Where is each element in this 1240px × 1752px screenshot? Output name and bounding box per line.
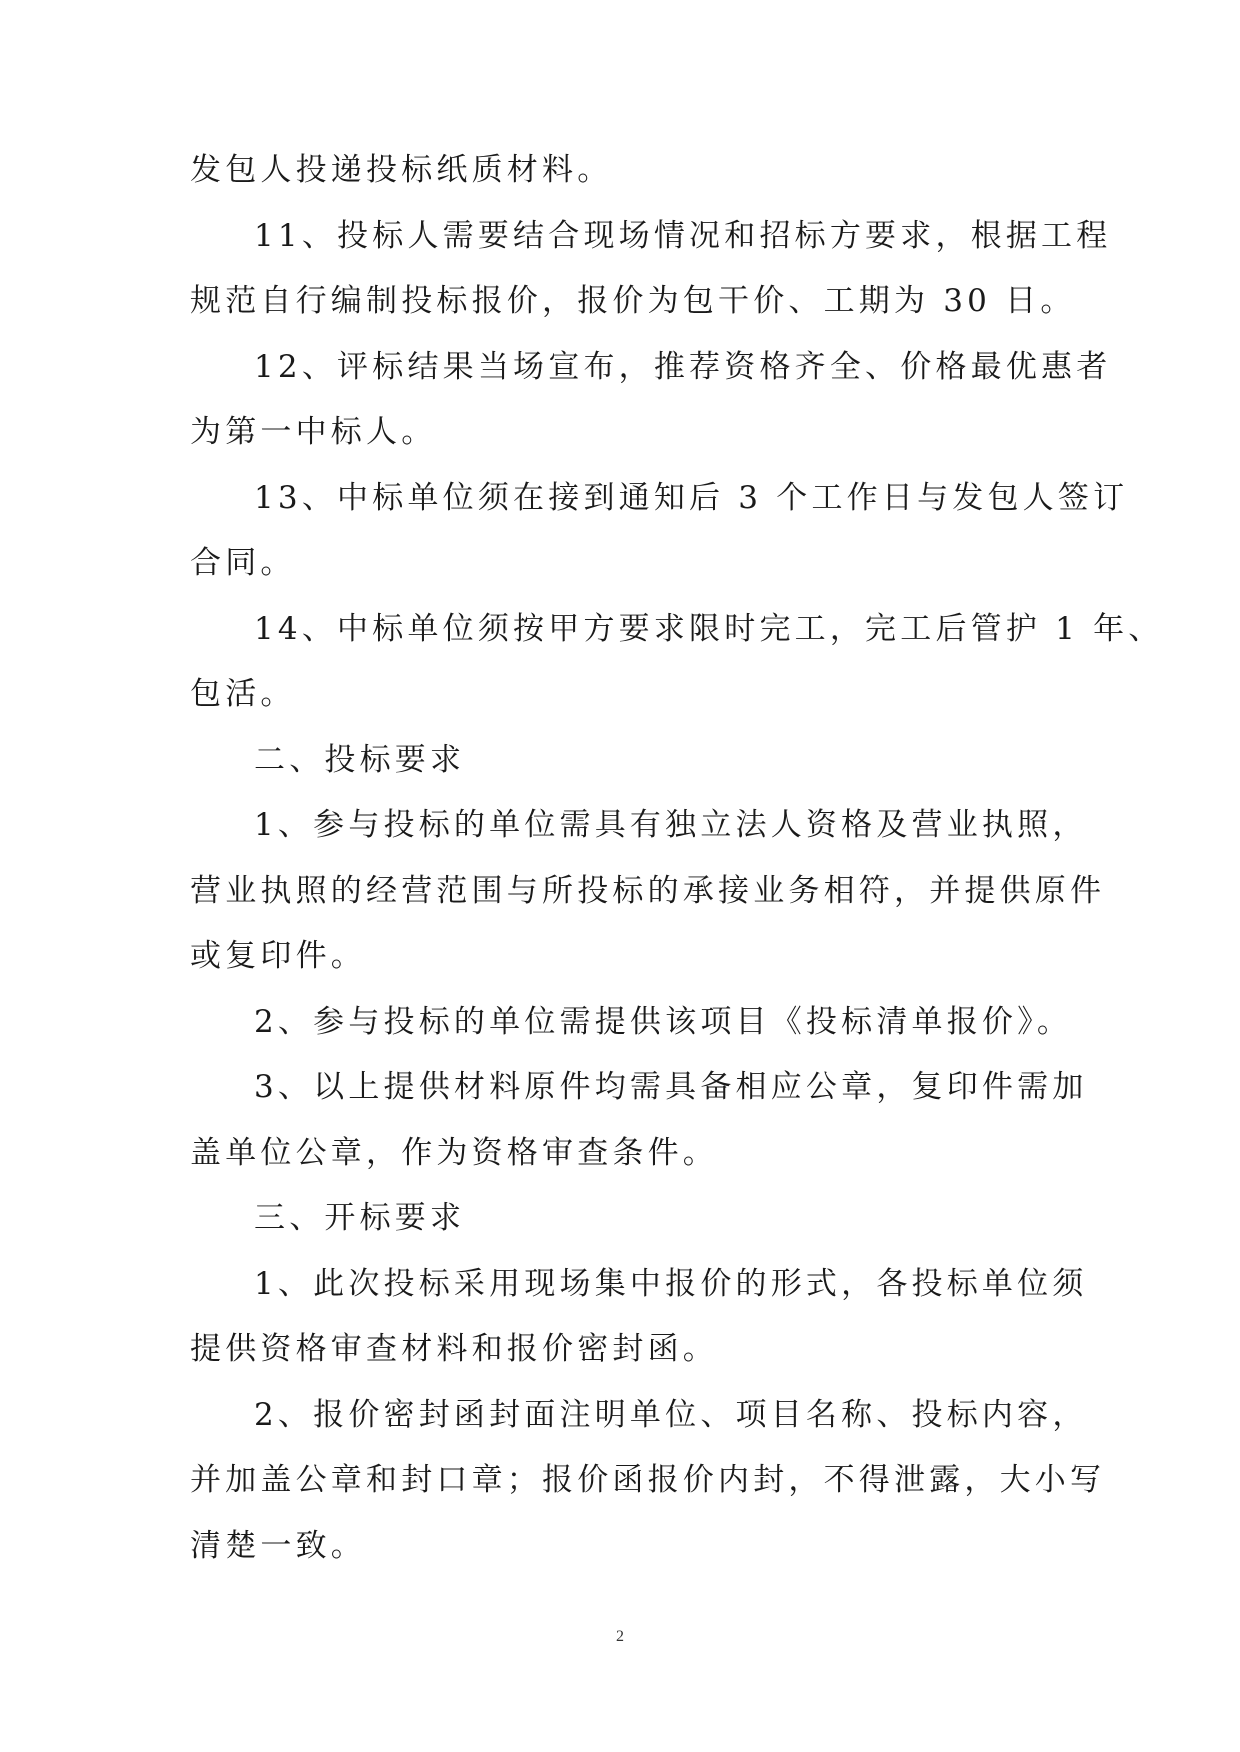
paragraph-line: 并加盖公章和封口章；报价函报价内封，不得泄露，大小写 xyxy=(190,1462,1106,1498)
paragraph-line: 合同。 xyxy=(190,545,296,581)
paragraph-line: 清楚一致。 xyxy=(190,1527,366,1564)
paragraph-line: 14、中标单位须按甲方要求限时完工，完工后管护 1 年、 xyxy=(254,610,1164,647)
paragraph-line: 3、以上提供材料原件均需具备相应公章，复印件需加 xyxy=(254,1069,1088,1105)
paragraph-line: 12、评标结果当场宣布，推荐资格齐全、价格最优惠者 xyxy=(254,348,1112,385)
section-heading: 三、开标要求 xyxy=(254,1200,466,1236)
paragraph-line: 11、投标人需要结合现场情况和招标方要求，根据工程 xyxy=(254,217,1112,254)
document-body xyxy=(190,138,1164,1579)
paragraph-line: 为第一中标人。 xyxy=(190,414,437,450)
page-number: 2 xyxy=(616,1628,624,1645)
paragraph-line: 13、中标单位须在接到通知后 3 个工作日与发包人签订 xyxy=(254,479,1129,516)
paragraph-line: 规范自行编制投标报价，报价为包干价、工期为 30 日。 xyxy=(190,283,1076,319)
paragraph-line: 2、参与投标的单位需提供该项目《投标清单报价》。 xyxy=(254,1003,1073,1040)
paragraph-line: 或复印件。 xyxy=(190,938,366,974)
paragraph-line: 包活。 xyxy=(190,676,296,712)
paragraph-line: 盖单位公章，作为资格审查条件。 xyxy=(190,1134,718,1171)
paragraph-line: 1、此次投标采用现场集中报价的形式，各投标单位须 xyxy=(254,1265,1088,1302)
paragraph-line: 发包人投递投标纸质材料。 xyxy=(190,152,613,188)
section-heading: 二、投标要求 xyxy=(254,741,466,778)
paragraph-line: 2、报价密封函封面注明单位、项目名称、投标内容， xyxy=(254,1396,1088,1433)
paragraph-line: 营业执照的经营范围与所投标的承接业务相符，并提供原件 xyxy=(190,872,1106,909)
paragraph-line: 1、参与投标的单位需具有独立法人资格及营业执照， xyxy=(254,807,1088,843)
paragraph-line: 提供资格审查材料和报价密封函。 xyxy=(190,1331,718,1367)
